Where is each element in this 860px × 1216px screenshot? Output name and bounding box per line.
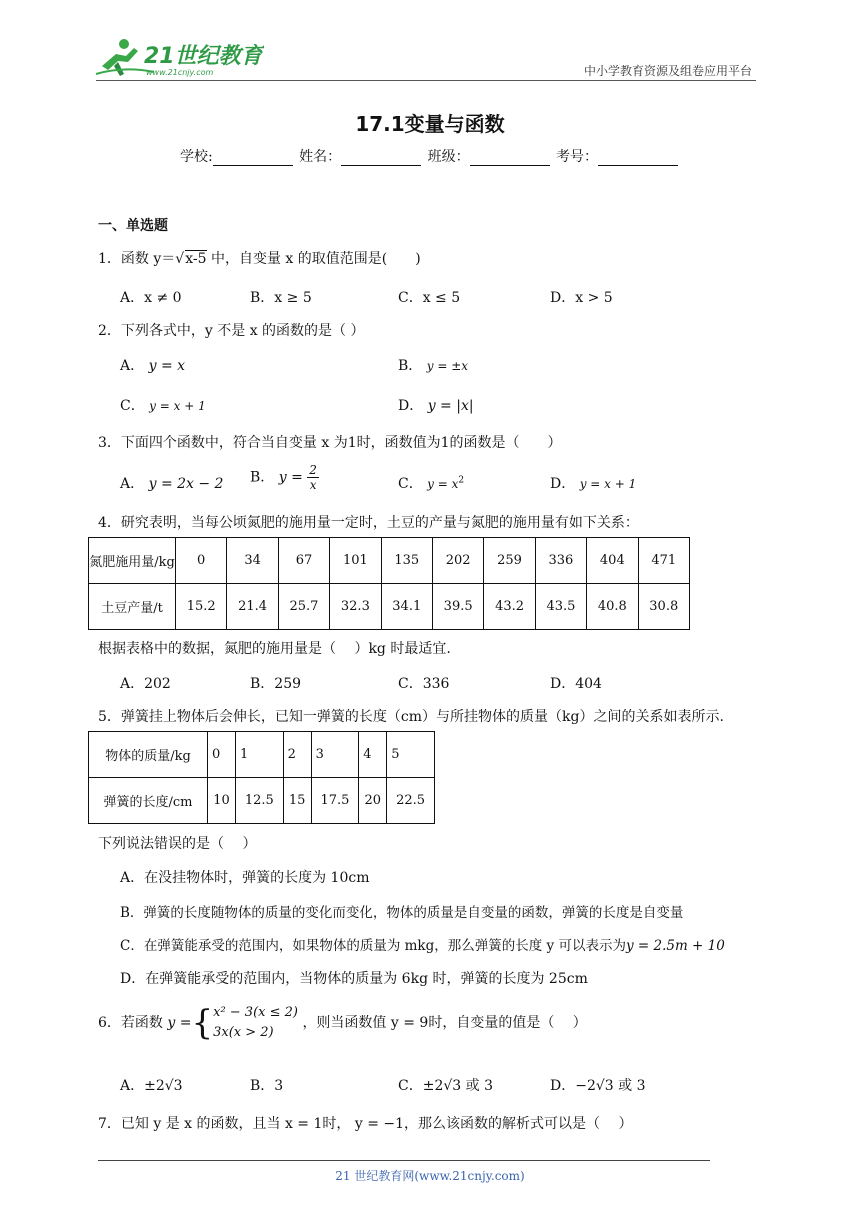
q5-cell: 0 [208,732,236,778]
q4-row-2 [89,584,690,630]
q5-cell: 17.5 [311,778,359,824]
q5-option-b[interactable]: B．弹簧的长度随物体的质量的变化而变化，物体的质量是自变量的函数，弹簧的长度是自变量 [120,905,684,921]
q4-row1-header: 氮肥施用量/kg [89,538,176,584]
question-6: 6．若函数 y ={ x² − 3(x ≤ 2) 3x(x > 2) ，则当函数值 y = 9时，自变量的值是（ ） [98,1003,587,1043]
q2-option-d[interactable]: D． y = |x| [398,398,474,414]
q6-piecewise: x² − 3(x ≤ 2) 3x(x > 2) [213,1005,298,1040]
school-field[interactable] [213,151,293,166]
q4-cell: 34 [227,538,278,584]
q3-d-expr: y = x + 1 [579,477,637,491]
q5-cell: 15 [283,778,311,824]
q5-cell: 3 [311,732,359,778]
student-info [0,146,860,166]
q1-option-a[interactable]: A．x ≠ 0 [120,290,182,306]
q4-cell: 32.3 [330,584,381,630]
name-field[interactable] [341,151,421,166]
q5-cell: 2 [283,732,311,778]
logo-url: www.21cnjy.com [146,68,214,77]
q4-row2-header: 土豆产量/t [89,584,176,630]
q4-cell: 43.2 [484,584,535,630]
footer-link[interactable]: 21 世纪教育网(www.21cnjy.com) [335,1169,525,1183]
question-4: 4．研究表明，当每公顷氮肥的施用量一定时，土豆的产量与氮肥的施用量有如下关系： [98,515,639,531]
q6-lhs: y = [167,1015,192,1031]
q2-option-a[interactable]: A． y = x [120,358,186,374]
q5-cell: 22.5 [387,778,435,824]
q3-option-a[interactable]: A． y = 2x − 2 [120,476,224,492]
runner-logo-icon [94,36,264,80]
platform-name: 中小学教育资源及组卷应用平台 [583,64,752,78]
q4-option-d[interactable]: D．404 [550,676,602,692]
q5-cell: 10 [208,778,236,824]
q6-option-d[interactable]: D．−2√3 或 3 [550,1078,646,1094]
q4-cell: 101 [330,538,381,584]
q4-cell: 471 [638,538,689,584]
q4-cell: 40.8 [587,584,638,630]
q2-d-expr: y = |x| [427,398,474,414]
q5-option-d[interactable]: D．在弹簧能承受的范围内，当物体的质量为 6kg 时，弹簧的长度为 25cm [120,971,588,987]
q4-cell: 135 [381,538,432,584]
q1-option-b[interactable]: B．x ≥ 5 [250,290,312,306]
q4-cell: 21.4 [227,584,278,630]
q4-cell: 336 [535,538,586,584]
footer-divider [98,1160,710,1161]
q4-followup: 根据表格中的数据，氮肥的施用量是（ ）kg 时最适宜. [98,641,451,657]
q5-cell: 1 [235,732,283,778]
exam-no-label: 考号： [556,149,599,165]
q1-prefix: 1．函数 [98,251,149,267]
q5-c-expr: y = 2.5m + 10 [625,938,725,954]
q3-a-expr: y = 2x − 2 [148,476,224,492]
q1-func-radicand: x-5 [185,251,207,267]
q5-row-2 [89,778,435,824]
q4-option-c[interactable]: C．336 [398,676,450,692]
class-field[interactable] [470,151,550,166]
q6-option-a[interactable]: A．±2√3 [120,1078,183,1094]
q5-table [88,731,435,824]
q4-cell: 15.2 [176,584,227,630]
name-label: 姓名： [299,149,342,165]
q4-cell: 43.5 [535,584,586,630]
q5-option-a[interactable]: A．在没挂物体时，弹簧的长度为 10cm [120,870,370,886]
q2-c-expr: y = x + 1 [149,399,206,413]
q4-cell: 202 [432,538,483,584]
q5-cell: 4 [359,732,387,778]
q4-cell: 30.8 [638,584,689,630]
q1-option-c[interactable]: C．x ≤ 5 [398,290,461,306]
page-title: 17.1变量与函数 [355,112,505,136]
q3-option-c[interactable]: C． $y = x^2$ [398,475,465,492]
school-label: 学校: [179,149,213,165]
question-7: 7．已知 y 是 x 的函数，且当 x = 1时， y = −1，那么该函数的解析式可以是（ ） [98,1116,633,1132]
question-3: 3．下面四个函数中，符合当自变量 x 为1时，函数值为1的函数是（ ） [98,435,562,451]
q5-followup: 下列说法错误的是（ ） [98,836,257,852]
q5-option-c[interactable]: C．在弹簧能承受的范围内，如果物体的质量为 mkg，那么弹簧的长度 y 可以表示为y = 2.5m + 10 [120,938,725,954]
q4-cell: 404 [587,538,638,584]
q4-cell: 259 [484,538,535,584]
question-5: 5．弹簧挂上物体后会伸长，已知一弹簧的长度（cm）与所挂物体的质量（kg）之间的关系如表所示. [98,709,724,725]
q3-b-fraction: $\frac{2}{x}$ [309,463,317,492]
q4-cell: 25.7 [278,584,329,630]
q5-cell: 12.5 [235,778,283,824]
q3-c-expr: y = x [427,477,459,491]
logo-text: 21世纪教育 [144,44,263,69]
q3-b-lhs: y = [278,469,303,486]
q2-b-expr: y = ±x [426,359,469,373]
q4-cell: 39.5 [432,584,483,630]
q3-option-d[interactable]: D． y = x + 1 [550,476,637,492]
question-2: 2．下列各式中，y 不是 x 的函数的是（ ） [98,323,365,339]
q6-option-c[interactable]: C．±2√3 或 3 [398,1078,493,1094]
q4-cell: 34.1 [381,584,432,630]
q4-cell: 0 [176,538,227,584]
q1-option-d[interactable]: D．x > 5 [550,290,613,306]
q5-cell: 5 [387,732,435,778]
q4-table [88,537,690,630]
q1-suffix: 中，自变量 x 的取值范围是( ) [210,251,421,267]
q4-row-1 [89,538,690,584]
q3-c-exponent: 2 [458,475,465,486]
q5-row1-header: 物体的质量/kg [89,732,208,778]
q2-a-expr: y = x [148,358,186,374]
exam-no-field[interactable] [598,151,678,166]
q3-option-b[interactable]: B． y = $\frac{2}{x}$ [250,463,317,492]
q5-cell: 20 [359,778,387,824]
q5-row2-header: 弹簧的长度/cm [89,778,208,824]
q5-row-1 [89,732,435,778]
section-heading: 一、单选题 [98,218,168,234]
header-divider [96,80,756,81]
q4-option-b[interactable]: B．259 [250,676,302,692]
question-1: 1．函数 y＝√x-5 中，自变量 x 的取值范围是( ) [98,251,421,267]
q2-option-c[interactable]: C． y = x + 1 [120,398,206,414]
q6-option-b[interactable]: B．3 [250,1078,284,1094]
brace-icon: { [191,1003,214,1043]
q1-func-lhs: y＝ [153,251,176,267]
q2-option-b[interactable]: B． y = ±x [398,358,469,374]
q4-option-a[interactable]: A．202 [120,676,171,692]
site-logo [94,36,264,80]
q4-cell: 67 [278,538,329,584]
class-label: 班级： [427,149,470,165]
